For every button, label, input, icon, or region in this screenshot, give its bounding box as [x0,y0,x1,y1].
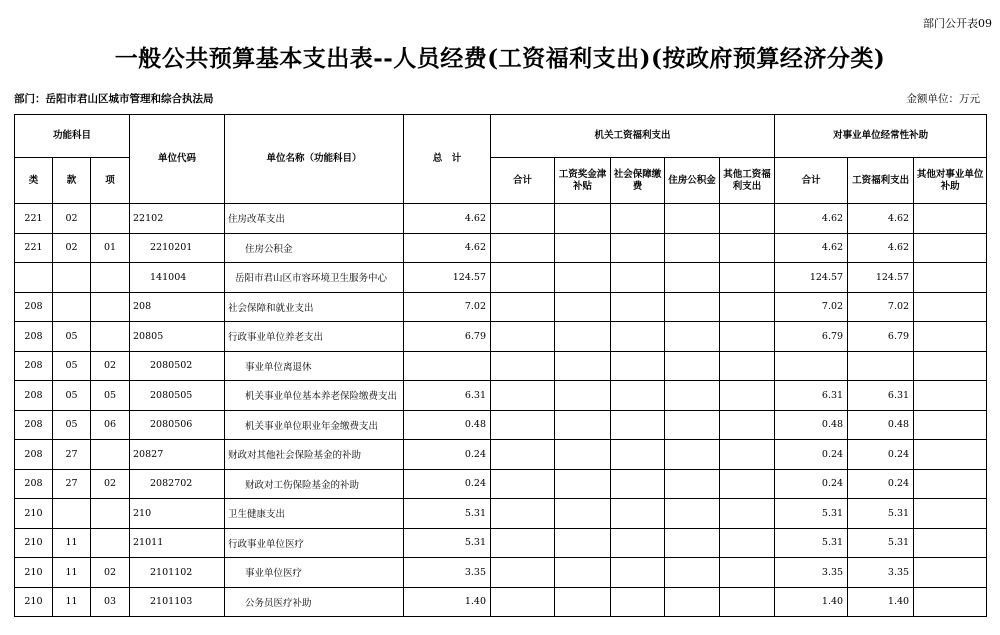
cell-unit-name: 岳阳市君山区市容环境卫生服务中心 [225,263,404,293]
amount-unit-label: 金额单位：万元 [906,93,980,105]
cell-g2-salary: 0.24 [848,440,914,470]
cell-kuan: 11 [53,587,91,617]
cell-g2-salary: 4.62 [848,233,914,263]
cell-g1-social [611,440,665,470]
cell-g1-housing [665,204,720,234]
cell-g2-salary [848,351,914,381]
cell-g2-total: 0.24 [775,440,848,470]
cell-unit-code: 141004 [130,263,225,293]
header-func-subject: 功能科目 [15,115,130,158]
header-group-institution-subsidy: 对事业单位经常性补助 [775,115,987,158]
cell-unit-code: 2080502 [130,351,225,381]
cell-total: 0.48 [404,410,491,440]
cell-xiang [91,322,130,352]
cell-unit-name: 住房改革支出 [225,204,404,234]
cell-total: 0.24 [404,440,491,470]
cell-kuan: 05 [53,381,91,411]
cell-total: 0.24 [404,469,491,499]
cell-unit-name: 机关事业单位职业年金缴费支出 [225,410,404,440]
cell-unit-code: 2210201 [130,233,225,263]
cell-g1-bonus [555,204,611,234]
cell-lei: 210 [15,587,53,617]
cell-g1-other [720,410,775,440]
header-kuan: 款 [53,158,91,204]
cell-g1-social [611,528,665,558]
table-row [15,381,987,411]
cell-g1-bonus [555,351,611,381]
table-row [15,469,987,499]
cell-g2-total [775,351,848,381]
cell-g1-total [491,410,555,440]
table-row [15,440,987,470]
cell-g1-bonus [555,233,611,263]
cell-xiang: 02 [91,558,130,588]
cell-g1-total [491,469,555,499]
table-row [15,204,987,234]
cell-g1-total [491,440,555,470]
cell-xiang: 06 [91,410,130,440]
cell-lei: 210 [15,499,53,529]
table-row [15,410,987,440]
cell-g2-salary: 4.62 [848,204,914,234]
cell-g2-salary: 0.24 [848,469,914,499]
header-g2-total: 合计 [775,158,848,204]
cell-g1-bonus [555,499,611,529]
cell-g1-total [491,381,555,411]
cell-lei: 208 [15,469,53,499]
cell-g2-other [914,322,987,352]
cell-kuan [53,263,91,293]
cell-xiang [91,499,130,529]
cell-g2-other [914,292,987,322]
cell-g2-salary: 0.48 [848,410,914,440]
cell-g1-total [491,322,555,352]
cell-lei: 208 [15,440,53,470]
cell-unit-name: 机关事业单位基本养老保险缴费支出 [225,381,404,411]
table-row [15,587,987,617]
cell-g1-social [611,292,665,322]
cell-kuan: 05 [53,351,91,381]
cell-unit-code: 22102 [130,204,225,234]
cell-g1-bonus [555,381,611,411]
cell-total: 3.35 [404,558,491,588]
cell-g1-other [720,263,775,293]
cell-lei: 208 [15,351,53,381]
cell-g2-total: 4.62 [775,233,848,263]
cell-total: 4.62 [404,233,491,263]
cell-g1-other [720,204,775,234]
cell-g1-bonus [555,558,611,588]
cell-g1-social [611,410,665,440]
cell-lei: 210 [15,558,53,588]
cell-g1-housing [665,381,720,411]
table-row [15,351,987,381]
cell-total: 6.31 [404,381,491,411]
cell-unit-code: 20805 [130,322,225,352]
cell-total: 124.57 [404,263,491,293]
cell-g1-housing [665,233,720,263]
cell-g1-total [491,204,555,234]
cell-g2-total: 0.24 [775,469,848,499]
cell-g2-total: 7.02 [775,292,848,322]
cell-g1-total [491,292,555,322]
table-row [15,292,987,322]
department-label: 部门：岳阳市君山区城市管理和综合执法局 [14,93,214,105]
cell-g2-other [914,263,987,293]
cell-g2-total: 6.79 [775,322,848,352]
cell-g2-other [914,587,987,617]
cell-g1-social [611,322,665,352]
cell-g2-total: 5.31 [775,499,848,529]
cell-kuan: 05 [53,410,91,440]
cell-lei: 208 [15,381,53,411]
cell-g2-other [914,558,987,588]
cell-total: 1.40 [404,587,491,617]
cell-g2-salary: 124.57 [848,263,914,293]
cell-g1-social [611,499,665,529]
cell-g1-social [611,204,665,234]
cell-g1-bonus [555,528,611,558]
cell-g1-housing [665,469,720,499]
cell-unit-code: 2082702 [130,469,225,499]
page-title: 一般公共预算基本支出表--人员经费(工资福利支出)(按政府预算经济分类) [114,45,886,72]
cell-g2-other [914,233,987,263]
cell-g1-housing [665,587,720,617]
header-group-admin-salary: 机关工资福利支出 [491,115,775,158]
cell-xiang [91,440,130,470]
cell-kuan: 27 [53,440,91,470]
cell-g2-total: 4.62 [775,204,848,234]
cell-g1-social [611,233,665,263]
cell-g1-total [491,558,555,588]
cell-xiang: 02 [91,469,130,499]
header-unit-code: 单位代码 [130,115,225,204]
cell-unit-code: 2080505 [130,381,225,411]
cell-g1-housing [665,440,720,470]
cell-lei: 208 [15,322,53,352]
header-g2-other: 其他对事业单位补助 [914,158,987,204]
cell-unit-name: 行政事业单位养老支出 [225,322,404,352]
cell-g1-social [611,381,665,411]
cell-unit-code: 21011 [130,528,225,558]
cell-g2-total: 3.35 [775,558,848,588]
cell-unit-code: 208 [130,292,225,322]
cell-g1-housing [665,528,720,558]
cell-kuan [53,292,91,322]
cell-g2-other [914,440,987,470]
cell-unit-code: 2101102 [130,558,225,588]
cell-lei [15,263,53,293]
header-lei: 类 [15,158,53,204]
cell-kuan: 11 [53,558,91,588]
cell-g1-housing [665,499,720,529]
cell-g1-bonus [555,322,611,352]
cell-xiang [91,263,130,293]
cell-unit-name: 公务员医疗补助 [225,587,404,617]
cell-g2-other [914,351,987,381]
cell-g2-other [914,204,987,234]
cell-g1-other [720,528,775,558]
cell-g1-housing [665,410,720,440]
cell-lei: 221 [15,233,53,263]
cell-g2-salary: 5.31 [848,528,914,558]
cell-g1-other [720,233,775,263]
cell-unit-name: 事业单位医疗 [225,558,404,588]
cell-g2-salary: 1.40 [848,587,914,617]
cell-total: 4.62 [404,204,491,234]
cell-g1-total [491,528,555,558]
cell-g2-other [914,469,987,499]
cell-xiang: 01 [91,233,130,263]
table-code: 部门公开表09 [923,17,992,30]
cell-unit-code: 2101103 [130,587,225,617]
cell-g1-total [491,587,555,617]
cell-g1-housing [665,351,720,381]
cell-xiang: 02 [91,351,130,381]
table-row [15,233,987,263]
table-row [15,558,987,588]
cell-g1-bonus [555,263,611,293]
header-g2-salary: 工资福利支出 [848,158,914,204]
cell-g1-other [720,587,775,617]
cell-xiang: 03 [91,587,130,617]
cell-g2-salary: 5.31 [848,499,914,529]
cell-g1-social [611,558,665,588]
cell-unit-code: 20827 [130,440,225,470]
cell-xiang [91,292,130,322]
cell-kuan: 02 [53,204,91,234]
cell-lei: 210 [15,528,53,558]
header-g1-social: 社会保障缴费 [611,158,665,204]
cell-g2-other [914,381,987,411]
header-xiang: 项 [91,158,130,204]
cell-xiang [91,528,130,558]
cell-unit-name: 财政对其他社会保险基金的补助 [225,440,404,470]
cell-g2-total: 0.48 [775,410,848,440]
cell-total: 5.31 [404,499,491,529]
table-row [15,499,987,529]
cell-kuan: 05 [53,322,91,352]
cell-g1-social [611,469,665,499]
cell-total: 5.31 [404,528,491,558]
cell-g1-bonus [555,440,611,470]
cell-g1-total [491,233,555,263]
header-unit-name: 单位名称（功能科目） [225,115,404,204]
cell-unit-name: 社会保障和就业支出 [225,292,404,322]
cell-g1-housing [665,558,720,588]
cell-g1-housing [665,292,720,322]
cell-g2-total: 124.57 [775,263,848,293]
cell-g1-other [720,499,775,529]
cell-kuan: 11 [53,528,91,558]
cell-g1-other [720,292,775,322]
cell-g2-other [914,410,987,440]
header-g1-bonus: 工资奖金津补贴 [555,158,611,204]
cell-unit-code: 2080506 [130,410,225,440]
table-row [15,528,987,558]
cell-unit-name: 住房公积金 [225,233,404,263]
cell-g2-salary: 6.79 [848,322,914,352]
cell-lei: 221 [15,204,53,234]
cell-g1-total [491,263,555,293]
cell-g2-total: 1.40 [775,587,848,617]
cell-g2-other [914,528,987,558]
cell-xiang: 05 [91,381,130,411]
cell-total [404,351,491,381]
cell-g1-bonus [555,410,611,440]
cell-g2-salary: 7.02 [848,292,914,322]
cell-xiang [91,204,130,234]
cell-g2-total: 6.31 [775,381,848,411]
cell-g1-housing [665,263,720,293]
cell-g2-salary: 3.35 [848,558,914,588]
header-g1-total: 合计 [491,158,555,204]
cell-unit-name: 事业单位离退休 [225,351,404,381]
cell-unit-name: 卫生健康支出 [225,499,404,529]
cell-g1-social [611,351,665,381]
cell-g1-total [491,351,555,381]
cell-g1-bonus [555,587,611,617]
cell-g1-social [611,587,665,617]
cell-lei: 208 [15,410,53,440]
cell-unit-name: 财政对工伤保险基金的补助 [225,469,404,499]
cell-kuan: 02 [53,233,91,263]
cell-g1-other [720,558,775,588]
table-row [15,263,987,293]
cell-kuan: 27 [53,469,91,499]
cell-g1-other [720,440,775,470]
cell-g1-other [720,469,775,499]
cell-total: 7.02 [404,292,491,322]
header-g1-other: 其他工资福利支出 [720,158,775,204]
cell-g2-total: 5.31 [775,528,848,558]
cell-g1-other [720,322,775,352]
cell-lei: 208 [15,292,53,322]
cell-g2-other [914,499,987,529]
cell-g1-bonus [555,469,611,499]
cell-unit-name: 行政事业单位医疗 [225,528,404,558]
header-g1-housing: 住房公积金 [665,158,720,204]
table-row [15,322,987,352]
cell-total: 6.79 [404,322,491,352]
cell-g1-total [491,499,555,529]
cell-g1-other [720,381,775,411]
cell-g1-other [720,351,775,381]
cell-g1-bonus [555,292,611,322]
cell-g1-housing [665,322,720,352]
cell-g1-social [611,263,665,293]
cell-unit-code: 210 [130,499,225,529]
budget-table [14,114,987,617]
cell-kuan [53,499,91,529]
cell-g2-salary: 6.31 [848,381,914,411]
header-total: 总 计 [404,115,491,204]
